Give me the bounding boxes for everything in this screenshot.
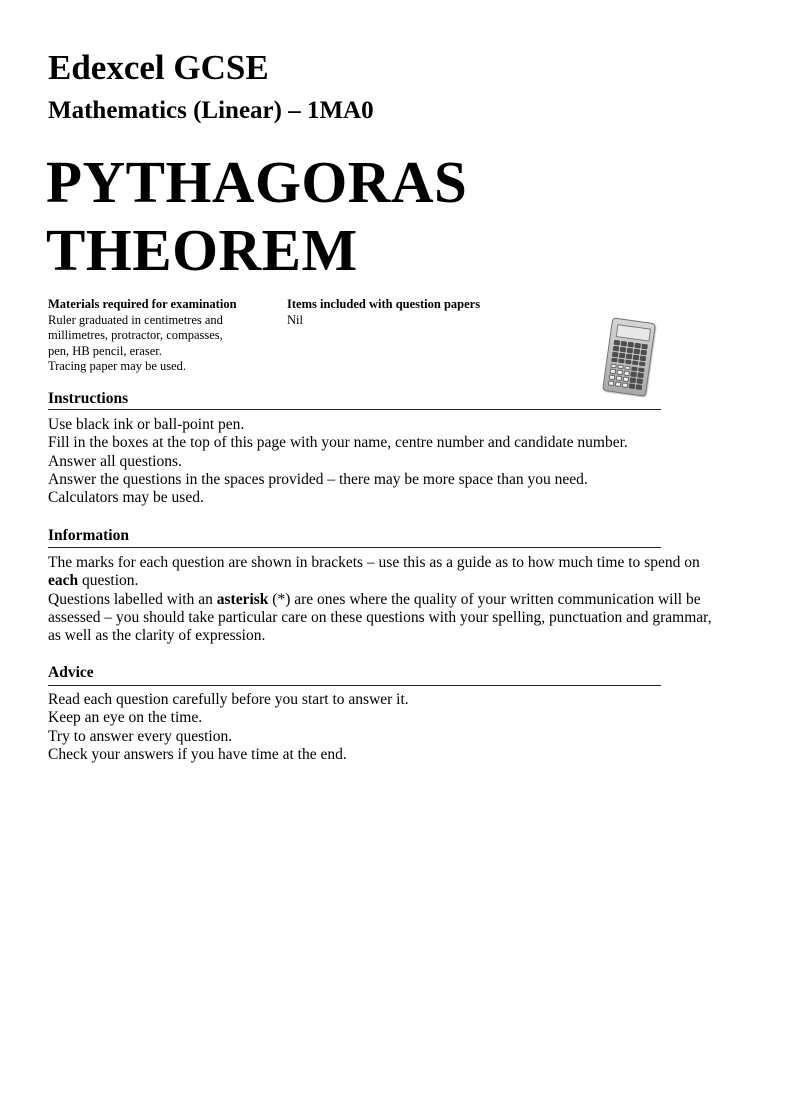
calculator-keypad xyxy=(608,340,648,390)
items-included xyxy=(287,297,547,328)
calculator-display xyxy=(616,324,651,342)
advice-list xyxy=(48,691,748,764)
emphasis-asterisk: asterisk xyxy=(216,590,269,608)
instruction-item: Calculators may be used. xyxy=(48,489,204,507)
topic-title xyxy=(46,148,467,284)
instruction-item: Use black ink or ball-point pen. xyxy=(48,416,245,433)
information-line: Questions labelled with an asterisk (*) are ones where the quality of your written communication will be xyxy=(48,590,701,608)
materials-line: millimetres, protractor, compasses, xyxy=(48,328,223,342)
advice-divider xyxy=(48,685,661,686)
items-heading: Items included with question papers xyxy=(287,297,481,311)
materials-line: Tracing paper may be used. xyxy=(48,359,187,373)
materials-line: pen, HB pencil, eraser. xyxy=(48,343,162,358)
information-line: each question. xyxy=(48,572,139,590)
information-text xyxy=(48,554,748,645)
items-line: Nil xyxy=(287,312,303,327)
instruction-item: Answer all questions. xyxy=(48,452,182,470)
emphasis-each: each xyxy=(48,572,79,590)
exam-board-title: Edexcel GCSE xyxy=(48,48,269,87)
instructions-heading: Instructions xyxy=(48,390,129,407)
instruction-item: Answer the questions in the spaces provided – there may be more space than you need. xyxy=(48,470,588,488)
advice-item: Keep an eye on the time. xyxy=(48,709,203,727)
instructions-list xyxy=(48,416,748,507)
advice-item: Read each question carefully before you start to answer it. xyxy=(48,691,409,708)
advice-item: Try to answer every question. xyxy=(48,727,233,745)
instructions-divider xyxy=(48,409,661,410)
materials-heading: Materials required for examination xyxy=(48,297,237,311)
materials-line: Ruler graduated in centimetres and xyxy=(48,312,223,327)
advice-item: Check your answers if you have time at the end. xyxy=(48,745,347,763)
information-divider xyxy=(48,547,661,548)
information-line: as well as the clarity of expression. xyxy=(48,627,266,645)
topic-title-line-1: PYTHAGORAS xyxy=(46,149,468,215)
materials-required xyxy=(48,297,278,375)
information-line: The marks for each question are shown in brackets – use this as a guide as to how much time to spend on xyxy=(48,554,700,571)
information-line: assessed – you should take particular care on these questions with your spelling, punctuation and grammar, xyxy=(48,608,712,626)
information-heading: Information xyxy=(48,527,129,544)
calculator-icon xyxy=(602,317,656,396)
instruction-item: Fill in the boxes at the top of this page with your name, centre number and candidate number. xyxy=(48,434,628,452)
advice-heading: Advice xyxy=(48,664,94,681)
subject-title: Mathematics (Linear) – 1MA0 xyxy=(48,97,374,124)
topic-title-line-2: THEOREM xyxy=(46,217,358,283)
